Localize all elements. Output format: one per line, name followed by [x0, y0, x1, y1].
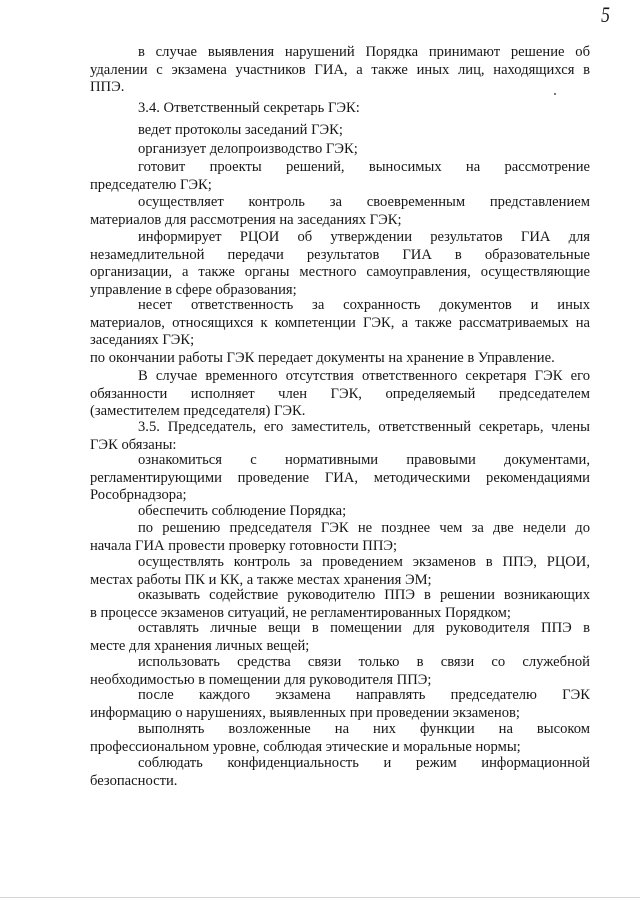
paragraph — [90, 520, 590, 555]
text-line: готовит проекты решений, выносимых на рассмотрение — [138, 159, 590, 175]
text-line: информирует РЦОИ об утверждении результатов ГИА для — [138, 229, 590, 245]
text-line: ППЭ. — [90, 79, 125, 95]
paragraph — [90, 159, 590, 194]
text-line: использовать средства связи только в связи со служебной — [138, 654, 590, 670]
text-line: безопасности. — [90, 772, 178, 789]
paragraph — [90, 350, 590, 368]
paragraph — [90, 587, 590, 622]
text-line: (заместителем председателя) ГЭК. — [90, 403, 306, 419]
paragraph — [90, 100, 590, 118]
text-line: организует делопроизводство ГЭК; — [138, 141, 358, 157]
paragraph — [90, 229, 590, 299]
text-line: организации, а также органы местного самоуправления, осуществляющие — [90, 264, 590, 280]
paragraph — [90, 755, 590, 790]
text-line: осуществлять контроль за проведением экзаменов в ППЭ, РЦОИ, — [138, 554, 590, 570]
paragraph — [90, 194, 590, 229]
scan-artifact — [0, 897, 640, 898]
text-line: незамедлительной передачи результатов ГИА в образовательные — [90, 246, 590, 263]
text-line: месте для хранения личных вещей; — [90, 637, 310, 654]
text-line: в процессе экзаменов ситуаций, не регламентированных Порядком; — [90, 604, 511, 621]
text-line: председателю ГЭК; — [90, 176, 212, 193]
text-line: осуществляет контроль за своевременным представлением — [138, 194, 590, 210]
text-line: в случае выявления нарушений Порядка принимают решение об — [138, 44, 590, 60]
text-line: заседаниях ГЭК; — [90, 332, 195, 348]
paragraph — [90, 297, 590, 350]
paragraph — [90, 554, 590, 589]
paragraph — [90, 654, 590, 689]
text-line: В случае временного отсутствия ответственного секретаря ГЭК его — [138, 368, 590, 384]
text-line: местах работы ПК и КК, а также местах хранения ЭМ; — [90, 571, 432, 588]
paragraph — [90, 503, 590, 521]
text-line: ведет протоколы заседаний ГЭК; — [138, 122, 343, 138]
text-line: по решению председателя ГЭК не позднее чем за две недели до — [138, 520, 590, 536]
text-line: регламентирующими проведение ГИА, методическими рекомендациями — [90, 469, 590, 486]
paragraph — [90, 452, 590, 505]
text-line: информацию о нарушениях, выявленных при проведении экзаменов; — [90, 704, 520, 721]
text-line: обеспечить соблюдение Порядка; — [138, 503, 347, 519]
paragraph — [90, 687, 590, 722]
paragraph — [90, 368, 590, 421]
text-line: материалов для рассмотрения на заседаниях ГЭК; — [90, 211, 402, 228]
text-line: материалов, относящихся к компетенции ГЭК, а также рассматриваемых на — [90, 314, 590, 331]
text-line: несет ответственность за сохранность документов и иных — [138, 297, 590, 313]
text-line: обязанности исполняет член ГЭК, определяемый председателем — [90, 385, 590, 402]
text-line: 3.4. Ответственный секретарь ГЭК: — [138, 100, 360, 116]
paragraph — [90, 122, 590, 140]
text-line: начала ГИА провести проверку готовности ППЭ; — [90, 537, 398, 554]
text-line: ознакомиться с нормативными правовыми документами, — [138, 452, 590, 468]
paragraph — [90, 721, 590, 756]
scan-artifact — [554, 93, 556, 95]
paragraph — [90, 141, 590, 159]
paragraph — [90, 620, 590, 655]
text-line: профессиональном уровне, соблюдая этические и моральные нормы; — [90, 738, 521, 755]
text-line: выполнять возложенные на них функции на высоком — [138, 721, 590, 737]
text-line: соблюдать конфиденциальность и режим информационной — [138, 755, 590, 771]
text-line: по окончании работы ГЭК передает документы на хранение в Управление. — [90, 350, 555, 366]
text-line: оставлять личные вещи в помещении для руководителя ППЭ в — [138, 620, 590, 636]
paragraph — [90, 44, 590, 97]
text-line: необходимостью в помещении для руководителя ППЭ; — [90, 671, 432, 688]
text-line: удалении с экзамена участников ГИА, а также иных лиц, находящихся в — [90, 61, 590, 78]
page-number: 5 — [601, 2, 610, 27]
text-line: ГЭК обязаны: — [90, 436, 177, 453]
text-line: оказывать содействие руководителю ППЭ в решении возникающих — [138, 587, 590, 603]
paragraph — [90, 419, 590, 454]
text-line: Рособрнадзора; — [90, 487, 187, 503]
text-line: управление в сфере образования; — [90, 281, 297, 298]
text-line: 3.5. Председатель, его заместитель, ответственный секретарь, члены — [138, 419, 590, 435]
text-line: после каждого экзамена направлять председателю ГЭК — [138, 687, 590, 703]
